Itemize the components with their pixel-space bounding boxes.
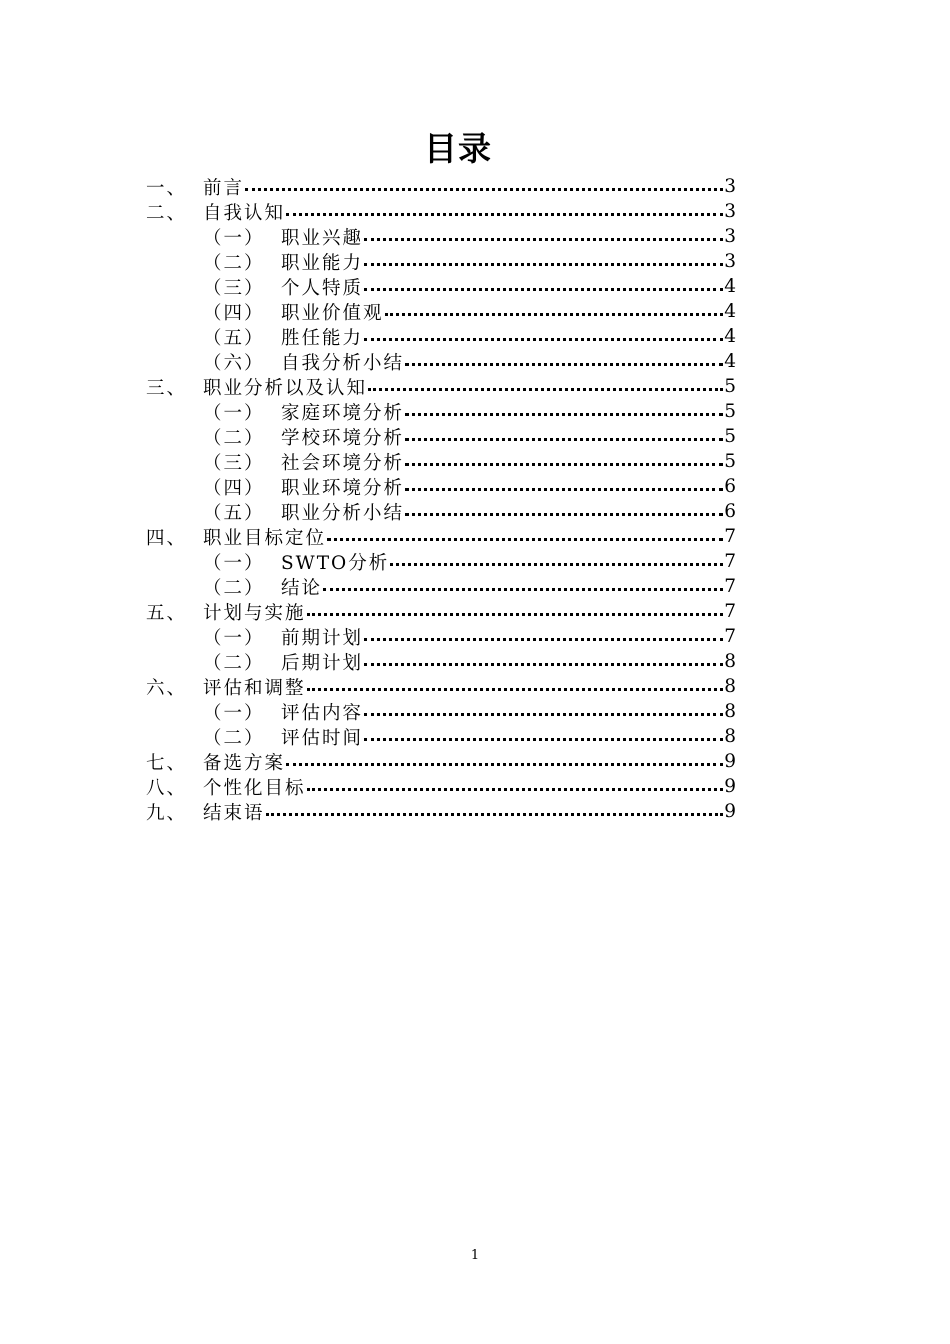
toc-entry-number: 九、: [146, 802, 188, 824]
toc-subentry-number: （三）: [203, 452, 265, 474]
toc-entry[interactable]: [146, 799, 736, 824]
toc-subentry-label: 职业分析小结: [281, 502, 405, 524]
dot-leader: [364, 228, 723, 246]
toc-entry[interactable]: [146, 199, 736, 224]
toc-subentry-number: （二）: [203, 727, 265, 749]
toc-subentry[interactable]: [146, 474, 736, 499]
toc-subentry[interactable]: [146, 499, 736, 524]
toc-entry-page: 9: [724, 751, 736, 772]
dot-leader: [364, 728, 723, 746]
dot-leader: [266, 803, 723, 821]
toc-subentry-page: 7: [724, 551, 736, 572]
dot-leader: [368, 378, 723, 396]
toc-subentry[interactable]: [146, 449, 736, 474]
table-of-contents: [146, 174, 736, 824]
toc-subentry-label: 职业兴趣: [281, 227, 364, 249]
toc-subentry-label: 职业价值观: [281, 302, 384, 324]
toc-subentry[interactable]: [146, 699, 736, 724]
dot-leader: [307, 778, 723, 796]
toc-subentry[interactable]: [146, 324, 736, 349]
toc-subentry-page: 8: [724, 651, 736, 672]
toc-entry-label: 结束语: [203, 802, 265, 824]
page-number: 1: [470, 1248, 480, 1263]
toc-entry-number: 三、: [146, 377, 188, 399]
toc-entry-label: 评估和调整: [203, 677, 306, 699]
toc-subentry-label: 前期计划: [281, 627, 364, 649]
toc-subentry[interactable]: [146, 549, 736, 574]
toc-entry-label: 计划与实施: [203, 602, 306, 624]
toc-entry-number: 六、: [146, 677, 188, 699]
toc-subentry-label: 社会环境分析: [281, 452, 405, 474]
toc-subentry-number: （五）: [203, 327, 265, 349]
toc-subentry-page: 8: [724, 726, 736, 747]
toc-subentry[interactable]: [146, 349, 736, 374]
toc-subentry-number: （一）: [203, 227, 265, 249]
toc-subentry-label: 评估时间: [281, 727, 364, 749]
toc-subentry-page: 4: [724, 351, 736, 372]
toc-entry-label: 自我认知: [203, 202, 286, 224]
toc-entry-label: 职业目标定位: [203, 527, 327, 549]
dot-leader: [323, 578, 723, 596]
dot-leader: [307, 678, 723, 696]
toc-subentry[interactable]: [146, 274, 736, 299]
toc-subentry-label: 职业能力: [281, 252, 364, 274]
toc-subentry[interactable]: [146, 399, 736, 424]
page-title: 目录: [424, 129, 492, 168]
toc-entry[interactable]: [146, 774, 736, 799]
dot-leader: [405, 478, 723, 496]
toc-subentry-page: 4: [724, 276, 736, 297]
toc-subentry-number: （一）: [203, 627, 265, 649]
toc-subentry-label: SWTO分析: [281, 552, 390, 574]
toc-subentry-page: 3: [724, 251, 736, 272]
toc-entry-page: 3: [724, 201, 736, 222]
toc-subentry-number: （三）: [203, 277, 265, 299]
toc-entry[interactable]: [146, 674, 736, 699]
toc-entry-label: 职业分析以及认知: [203, 377, 368, 399]
toc-entry-number: 二、: [146, 202, 188, 224]
toc-entry-number: 七、: [146, 752, 188, 774]
toc-subentry-label: 后期计划: [281, 652, 364, 674]
toc-entry[interactable]: [146, 374, 736, 399]
toc-subentry-number: （一）: [203, 552, 265, 574]
dot-leader: [405, 453, 723, 471]
toc-entry[interactable]: [146, 749, 736, 774]
toc-subentry[interactable]: [146, 624, 736, 649]
toc-subentry-label: 职业环境分析: [281, 477, 405, 499]
toc-subentry[interactable]: [146, 574, 736, 599]
toc-subentry-number: （六）: [203, 352, 265, 374]
toc-entry-number: 四、: [146, 527, 188, 549]
dot-leader: [364, 703, 723, 721]
toc-subentry[interactable]: [146, 424, 736, 449]
toc-entry[interactable]: [146, 524, 736, 549]
dot-leader: [327, 528, 723, 546]
toc-subentry-page: 4: [724, 301, 736, 322]
toc-subentry-page: 3: [724, 226, 736, 247]
toc-entry-page: 3: [724, 176, 736, 197]
toc-subentry-label: 个人特质: [281, 277, 364, 299]
toc-subentry-number: （四）: [203, 302, 265, 324]
dot-leader: [245, 178, 723, 196]
toc-subentry-page: 5: [724, 401, 736, 422]
toc-subentry-number: （四）: [203, 477, 265, 499]
dot-leader: [307, 603, 723, 621]
toc-subentry-number: （一）: [203, 402, 265, 424]
toc-entry-number: 五、: [146, 602, 188, 624]
toc-subentry-number: （五）: [203, 502, 265, 524]
toc-subentry-label: 胜任能力: [281, 327, 364, 349]
dot-leader: [364, 253, 723, 271]
toc-entry-label: 备选方案: [203, 752, 286, 774]
toc-subentry-number: （二）: [203, 652, 265, 674]
toc-subentry-page: 6: [724, 501, 736, 522]
toc-subentry-label: 自我分析小结: [281, 352, 405, 374]
toc-entry[interactable]: [146, 599, 736, 624]
toc-subentry[interactable]: [146, 249, 736, 274]
toc-entry[interactable]: [146, 174, 736, 199]
toc-subentry-label: 评估内容: [281, 702, 364, 724]
toc-subentry-number: （二）: [203, 427, 265, 449]
dot-leader: [405, 503, 723, 521]
toc-subentry-page: 7: [724, 626, 736, 647]
dot-leader: [286, 203, 723, 221]
toc-subentry-number: （二）: [203, 252, 265, 274]
dot-leader: [364, 653, 723, 671]
toc-subentry-page: 8: [724, 701, 736, 722]
dot-leader: [364, 628, 723, 646]
toc-entry-page: 9: [724, 776, 736, 797]
toc-subentry-page: 5: [724, 451, 736, 472]
toc-subentry-label: 结论: [281, 577, 323, 599]
toc-subentry-label: 学校环境分析: [281, 427, 405, 449]
toc-subentry-page: 6: [724, 476, 736, 497]
toc-entry-page: 7: [724, 526, 736, 547]
toc-entry-page: 5: [724, 376, 736, 397]
dot-leader: [405, 403, 723, 421]
toc-subentry[interactable]: [146, 299, 736, 324]
dot-leader: [364, 278, 723, 296]
toc-entry-label: 个性化目标: [203, 777, 306, 799]
toc-subentry[interactable]: [146, 724, 736, 749]
toc-subentry-page: 4: [724, 326, 736, 347]
toc-entry-page: 7: [724, 601, 736, 622]
dot-leader: [405, 353, 723, 371]
toc-entry-label: 前言: [203, 177, 245, 199]
dot-leader: [405, 428, 723, 446]
toc-subentry[interactable]: [146, 649, 736, 674]
toc-entry-number: 一、: [146, 177, 188, 199]
toc-subentry-page: 7: [724, 576, 736, 597]
toc-subentry-number: （二）: [203, 577, 265, 599]
toc-subentry[interactable]: [146, 224, 736, 249]
toc-entry-number: 八、: [146, 777, 188, 799]
toc-subentry-number: （一）: [203, 702, 265, 724]
dot-leader: [364, 328, 723, 346]
dot-leader: [390, 553, 723, 571]
toc-entry-page: 9: [724, 801, 736, 822]
toc-entry-page: 8: [724, 676, 736, 697]
toc-subentry-page: 5: [724, 426, 736, 447]
dot-leader: [286, 753, 723, 771]
toc-subentry-label: 家庭环境分析: [281, 402, 405, 424]
dot-leader: [385, 303, 723, 321]
